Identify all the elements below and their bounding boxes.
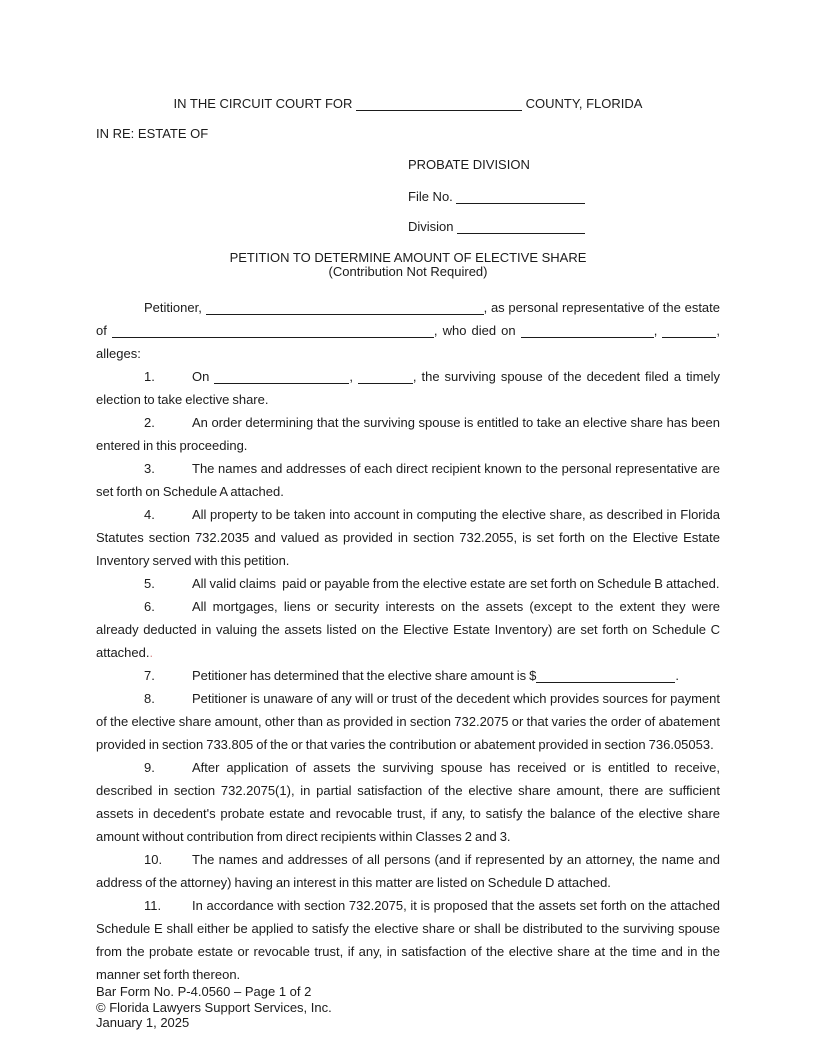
opening-text-4: ,	[653, 323, 663, 338]
item-number: 11.	[144, 898, 162, 913]
item-number: 1.	[144, 369, 155, 384]
item-text: An order determining that the surviving spouse is entitled to take an elective share has been entered in this proceeding.	[96, 415, 720, 453]
petition-item-2	[96, 411, 720, 457]
death-date-blank	[521, 337, 654, 338]
item-text: Petitioner is unaware of any will or trust of the decedent which provides sources for payment of the elective share amount, other than as provided in section 732.2075 or that varies the order of abatement provided in section 733.805 of the or that varies the contribution or abatement provided in section 736.05053.	[96, 691, 720, 752]
petition-item-1	[96, 365, 720, 411]
file-no-blank	[456, 203, 585, 204]
election-date-blank	[214, 383, 349, 384]
annotation-period: .	[149, 645, 154, 660]
division-label: Division	[408, 219, 458, 234]
petition-item-11	[96, 894, 720, 986]
footer-form-number: Bar Form No. P-4.0560 – Page 1 of 2	[96, 984, 312, 999]
item-number: 3.	[144, 461, 155, 476]
item-text: In accordance with section 732.2075, it is proposed that the assets set forth on the attached Schedule E shall either be applied to satisfy the elective share or shall be distributed to the surviving spouse from the probate estate or revocable trust, if any, in satisfaction of the elective share at the time and in the manner set forth thereon.	[96, 898, 720, 982]
item-number: 5.	[144, 576, 155, 591]
probate-division-line: PROBATE DIVISION	[408, 157, 530, 172]
opening-text-2: , as personal representative of the estate of	[96, 300, 720, 338]
form-subtitle: (Contribution Not Required)	[328, 264, 488, 279]
opening-text-5: , alleges:	[96, 323, 721, 361]
item-text: The names and addresses of each direct recipient known to the personal representative are set forth on Schedule A attached.	[96, 461, 720, 499]
opening-text-3: , who died on	[433, 323, 521, 338]
item-number: 6.	[144, 599, 155, 614]
page-footer	[96, 984, 332, 1031]
item-text: All property to be taken into account in computing the elective share, as described in Florida Statutes section 732.2035 and valued as provided in section 732.2055, is set forth on the Elective Estate Inventory served with this petition.	[96, 507, 720, 568]
item-text: On	[192, 369, 215, 384]
election-year-blank	[358, 383, 413, 384]
file-no-line	[408, 189, 720, 204]
item-number: 9.	[144, 760, 155, 775]
item-number: 8.	[144, 691, 155, 706]
division-line	[408, 219, 720, 234]
item-text: After application of assets the surviving spouse has received or is entitled to receive, described in section 732.2075(1), in partial satisfaction of the elective share amount, there are sufficient assets in decedent's probate estate and revocable trust, if any, to satisfy the balance of the elective share amount without contribution from direct recipients within Classes 2 and 3.	[96, 760, 720, 844]
item-number: 4.	[144, 507, 155, 522]
item-text: All mortgages, liens or security interests on the assets (except to the extent they were already deducted in valuing the assets listed on the Elective Estate Inventory) are set forth on Schedule C attached.	[96, 599, 720, 660]
petition-item-7	[96, 664, 720, 687]
petition-item-9	[96, 756, 720, 848]
item-text: The names and addresses of all persons (and if represented by an attorney, the name and address of the attorney) having an interest in this matter are listed on Schedule D attached.	[96, 852, 720, 890]
opening-paragraph	[96, 296, 720, 365]
item-text: All valid claims paid or payable from the elective estate are set forth on Schedule B attached.	[192, 576, 720, 591]
petition-item-8	[96, 687, 720, 756]
decedent-name-blank	[112, 337, 434, 338]
petition-item-10	[96, 848, 720, 894]
elective-share-amount-blank	[536, 682, 675, 683]
petitioner-name-blank	[206, 314, 484, 315]
form-title: PETITION TO DETERMINE AMOUNT OF ELECTIVE SHARE	[229, 250, 587, 265]
petition-item-6	[96, 595, 720, 664]
footer-copyright: © Florida Lawyers Support Services, Inc.	[96, 999, 332, 1015]
item-text: .	[675, 668, 679, 683]
court-caption	[96, 96, 720, 111]
item-number: 7.	[144, 668, 155, 683]
division-blank	[457, 233, 585, 234]
case-caption: IN RE: ESTATE OF	[96, 126, 209, 141]
petition-item-4	[96, 503, 720, 572]
court-caption-post: COUNTY, FLORIDA	[522, 96, 643, 111]
item-text: Petitioner has determined that the elective share amount is $	[192, 668, 537, 683]
case-info-block	[408, 157, 720, 234]
county-blank	[356, 110, 522, 111]
petition-item-3	[96, 457, 720, 503]
item-number: 2.	[144, 415, 155, 430]
opening-text-1: Petitioner,	[144, 300, 206, 315]
item-text: ,	[349, 369, 358, 384]
petition-item-5	[96, 572, 720, 595]
item-text: , the surviving spouse of the decedent filed a timely election to take elective share.	[96, 369, 721, 407]
death-year-blank	[662, 337, 716, 338]
petition-body	[96, 296, 720, 986]
item-number: 10.	[144, 852, 163, 867]
form-title-block	[96, 251, 720, 279]
court-caption-pre: IN THE CIRCUIT COURT FOR	[173, 96, 357, 111]
footer-date: January 1, 2025	[96, 1015, 190, 1030]
file-no-label: File No.	[408, 189, 457, 204]
